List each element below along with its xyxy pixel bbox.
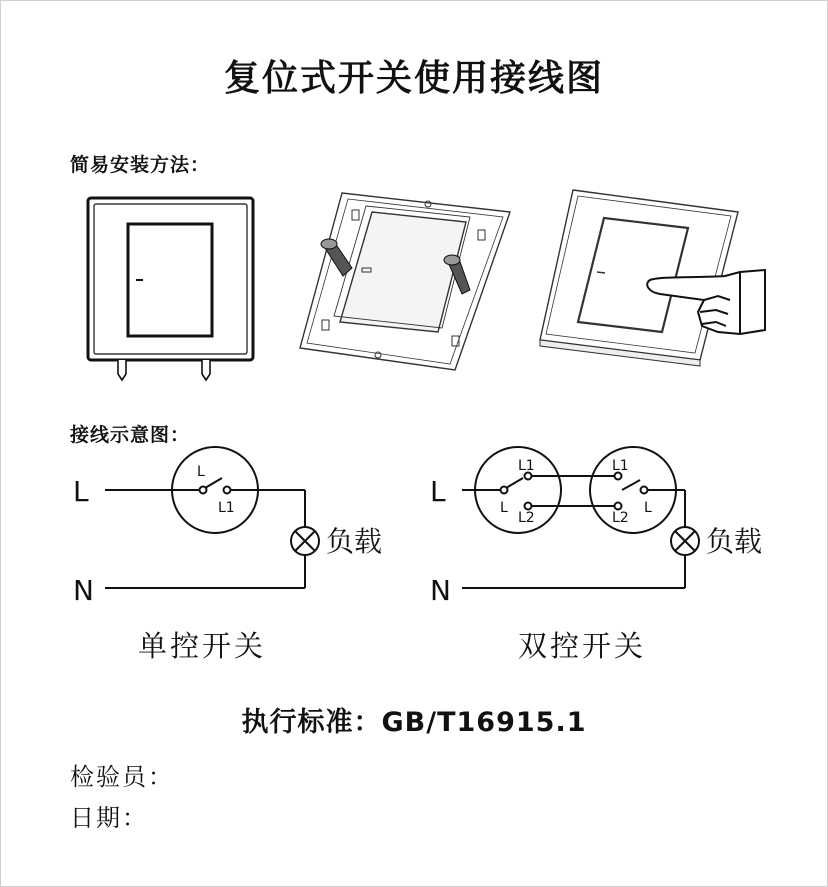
double-N-label: N xyxy=(430,574,451,607)
wiring-heading: 接线示意图： xyxy=(70,424,191,446)
date-label: 日期： xyxy=(70,804,148,832)
single-contact-L: L xyxy=(197,464,205,480)
single-control-caption: 单控开关 xyxy=(138,629,267,663)
single-control-circuit xyxy=(105,447,319,588)
wiring-diagrams xyxy=(0,430,828,660)
mounting-plate-view xyxy=(300,193,510,370)
screw-left-icon xyxy=(321,239,352,276)
double-control-circuit xyxy=(462,447,699,588)
switch-front-view xyxy=(88,198,253,380)
double-control-caption: 双控开关 xyxy=(518,629,647,663)
double-left-L2: L2 xyxy=(518,510,535,526)
single-L-label: L xyxy=(73,475,89,508)
double-L-label: L xyxy=(430,475,446,508)
single-N-label: N xyxy=(73,574,94,607)
double-left-L: L xyxy=(500,500,508,516)
page-title: 复位式开关使用接线图 xyxy=(223,58,604,99)
standard-label: 执行标准：GB/T16915.1 xyxy=(241,707,587,738)
double-right-L1: L1 xyxy=(612,458,629,474)
installation-illustrations xyxy=(0,0,828,400)
install-heading: 简易安装方法： xyxy=(70,154,211,176)
double-right-L: L xyxy=(644,500,652,516)
single-contact-L1: L1 xyxy=(218,500,235,516)
double-load-label: 负载 xyxy=(706,525,763,558)
inspector-label: 检验员： xyxy=(70,763,174,791)
double-right-L2: L2 xyxy=(612,510,629,526)
single-load-label: 负载 xyxy=(326,525,383,558)
double-left-L1: L1 xyxy=(518,458,535,474)
